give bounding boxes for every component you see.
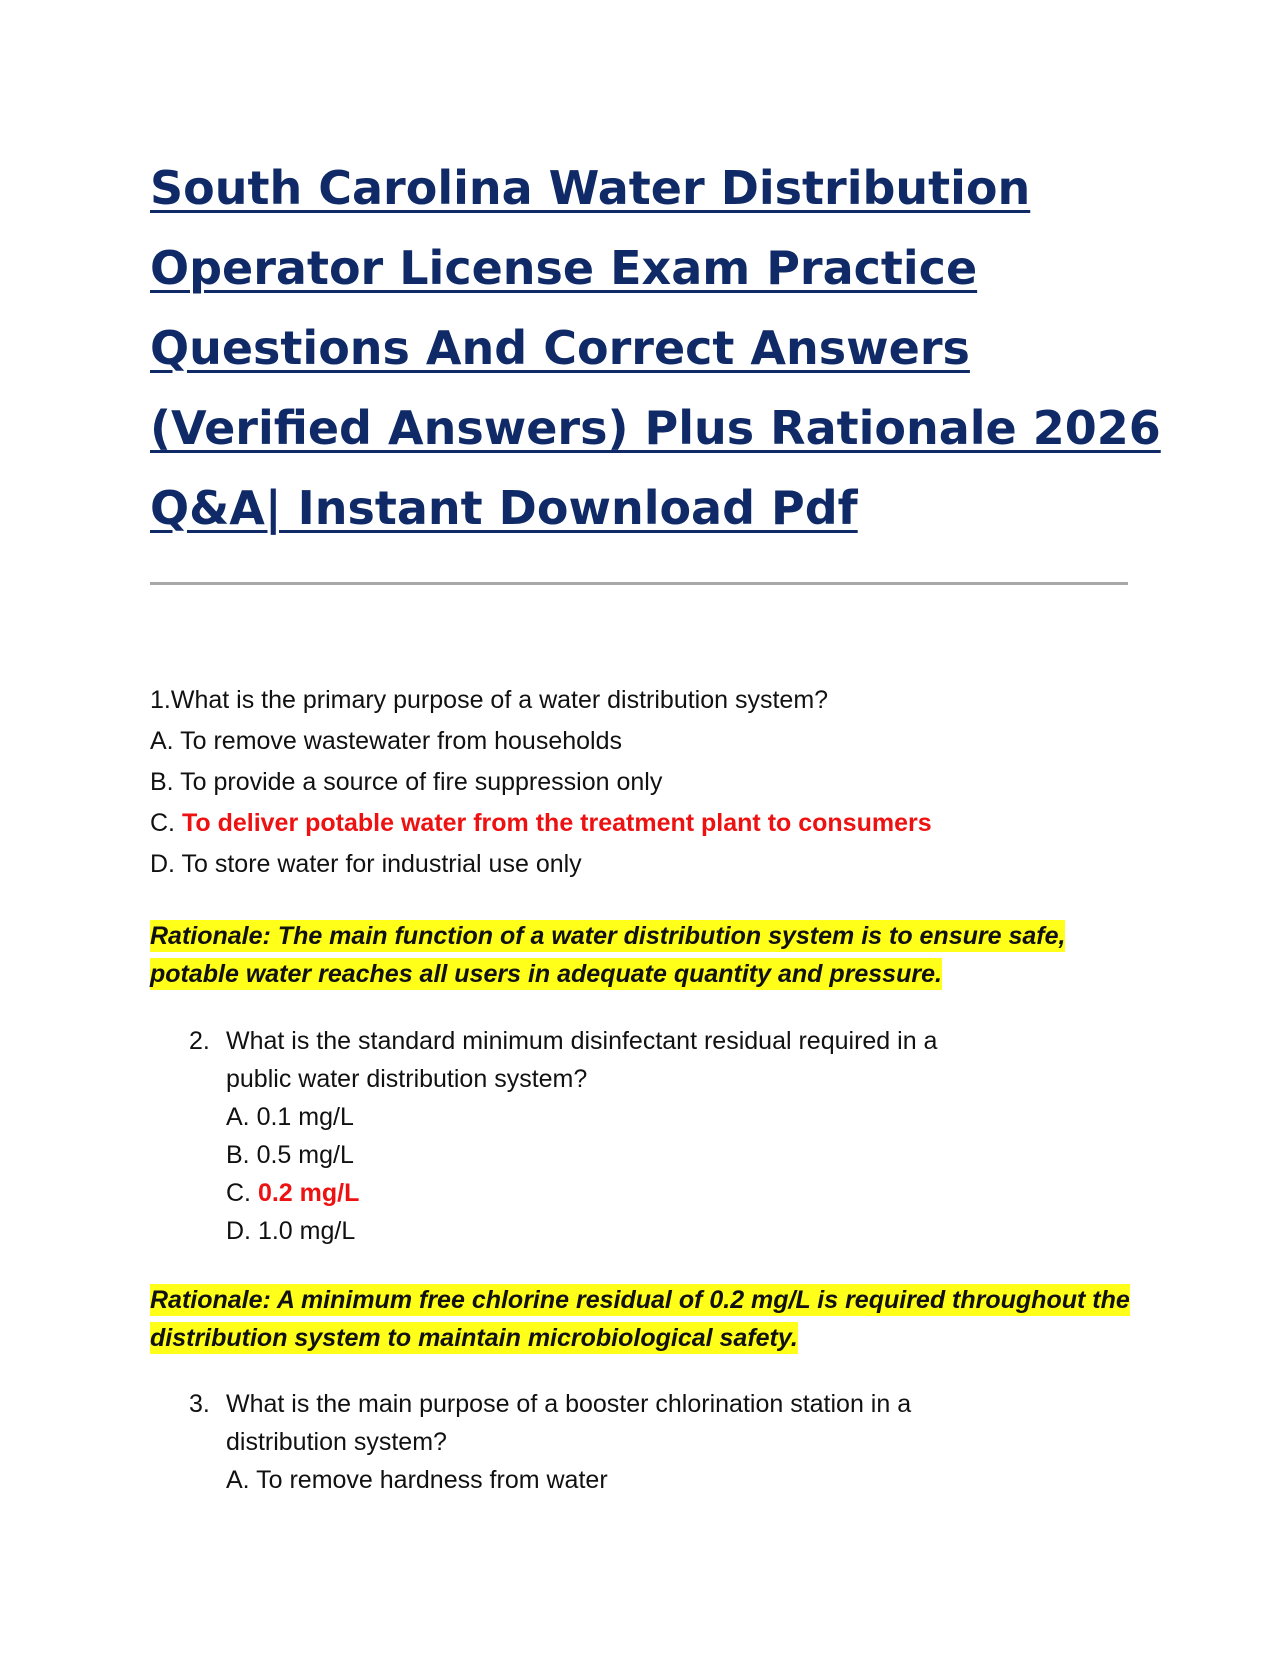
question-2-rationale — [150, 1281, 1150, 1357]
question-1-text: 1.What is the primary purpose of a water distribution system? — [150, 686, 829, 714]
question-3-number: 3. — [189, 1390, 210, 1418]
horizontal-divider — [150, 582, 1128, 585]
correct-answer: To deliver potable water from the treatment plant to consumers — [181, 809, 932, 837]
question-2-text-line-2: public water distribution system? — [226, 1065, 588, 1093]
question-2-option-b: B. 0.5 mg/L — [226, 1141, 354, 1169]
title-line-1: South Carolina Water Distribution — [150, 161, 1031, 215]
rationale-highlight: Rationale: The main function of a water distribution system is to ensure safe, potable water reaches all users in adequate quantity and pressure. — [150, 922, 1066, 988]
document-title — [150, 148, 1161, 548]
correct-answer: 0.2 mg/L — [257, 1179, 360, 1207]
question-3-text-line-2: distribution system? — [226, 1428, 447, 1456]
rationale-highlight: Rationale: A minimum free chlorine residual of 0.2 mg/L is required throughout the distribution system to maintain microbiological safety. — [150, 1286, 1130, 1352]
title-line-3: Questions And Correct Answers — [150, 321, 970, 375]
question-1-option-b: B. To provide a source of fire suppression only — [150, 768, 663, 796]
question-2 — [226, 1022, 1126, 1250]
title-line-5: Q&A| Instant Download Pdf — [150, 481, 858, 535]
title-line-4: (Verified Answers) Plus Rationale 2026 — [150, 401, 1161, 455]
question-1-option-c — [150, 803, 1150, 844]
question-1-rationale — [150, 917, 1150, 993]
question-2-option-c — [226, 1174, 1126, 1212]
question-2-option-d: D. 1.0 mg/L — [226, 1217, 356, 1245]
question-1-option-d: D. To store water for industrial use only — [150, 850, 582, 878]
option-c-prefix: C. — [226, 1179, 258, 1207]
question-3-text-line-1: What is the main purpose of a booster chlorination station in a — [226, 1390, 912, 1418]
option-c-prefix: C. — [150, 809, 182, 837]
question-2-text-line-1: What is the standard minimum disinfectant residual required in a — [226, 1027, 938, 1055]
title-line-2: Operator License Exam Practice — [150, 241, 978, 295]
question-3 — [226, 1385, 1126, 1499]
question-2-option-a: A. 0.1 mg/L — [226, 1103, 354, 1131]
question-2-number: 2. — [189, 1027, 210, 1055]
question-3-option-a: A. To remove hardness from water — [226, 1466, 608, 1494]
question-1-option-a: A. To remove wastewater from households — [150, 727, 622, 755]
question-1 — [150, 680, 1150, 885]
